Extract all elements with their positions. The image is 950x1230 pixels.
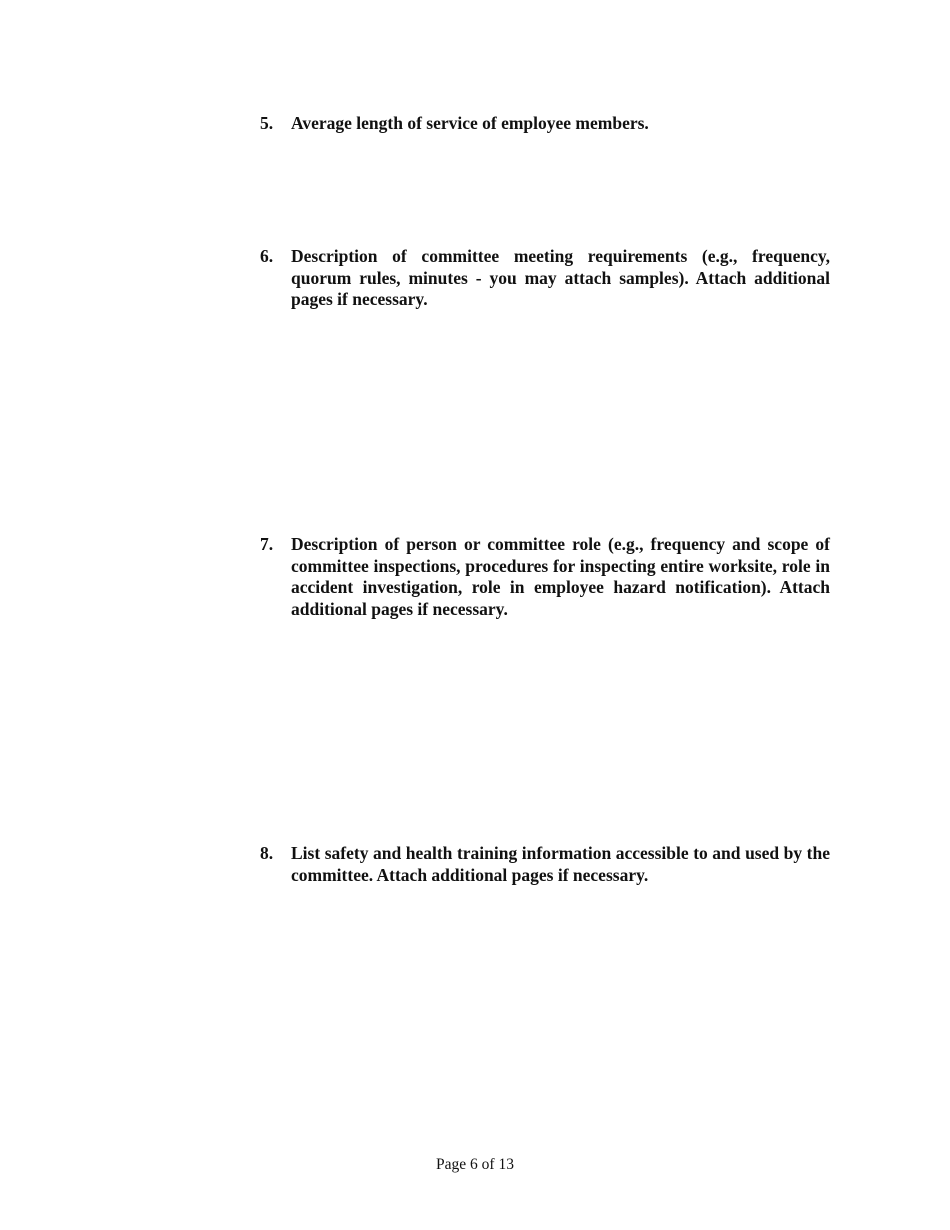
question-number: 8. (260, 843, 274, 863)
question-8 (260, 843, 830, 886)
question-number: 7. (260, 534, 274, 554)
question-7 (260, 534, 830, 620)
question-5 (260, 113, 830, 135)
question-number: 5. (260, 113, 274, 133)
question-text: List safety and health training information accessible to and used by the committee. Attach additional pages if necessary. (291, 843, 830, 885)
question-text: Description of committee meeting requirements (e.g., frequency, quorum rules, minutes - you may attach samples). Attach additional pages if necessary. (291, 246, 830, 309)
question-number: 6. (260, 246, 274, 266)
question-text: Average length of service of employee members. (291, 113, 649, 133)
question-text: Description of person or committee role (e.g., frequency and scope of committee inspections, procedures for inspecting entire worksite, role in accident investigation, role in employee hazard notification). Attach additional pages if necessary. (291, 534, 830, 619)
page-number-footer: Page 6 of 13 (436, 1156, 514, 1173)
question-6 (260, 246, 830, 311)
